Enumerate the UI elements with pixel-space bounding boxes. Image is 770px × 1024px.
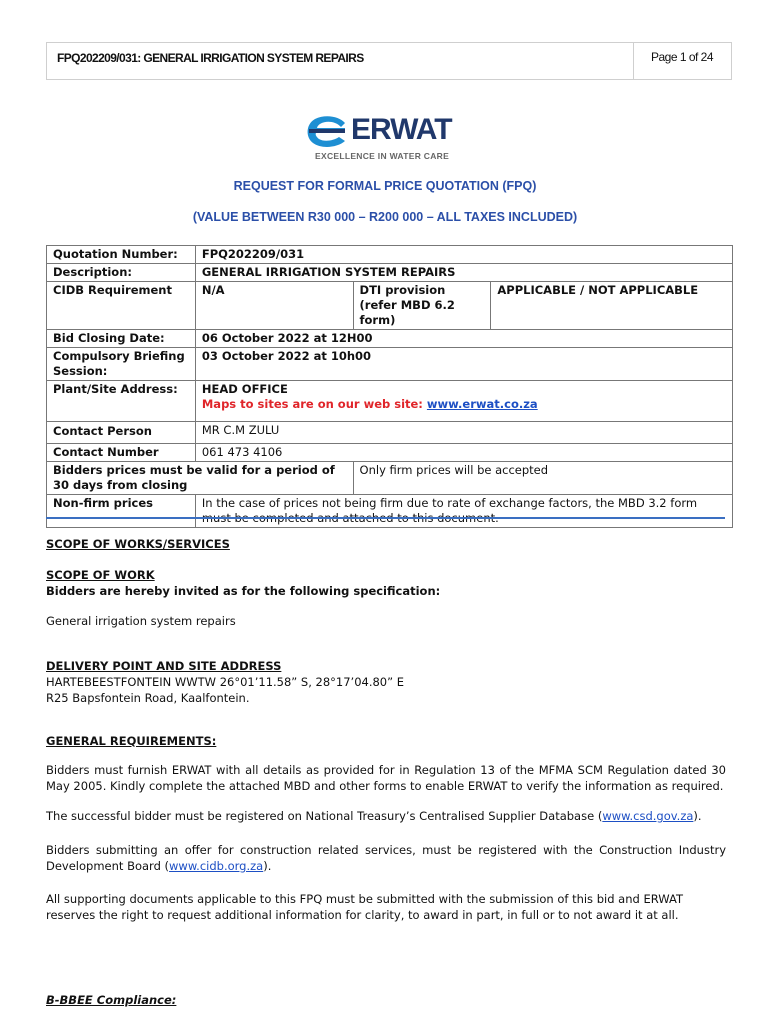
table-row [47,282,733,330]
paragraph-text: ). [263,859,272,873]
quotation-number: FPQ202209/031 [195,246,732,264]
erwat-logo [305,115,467,165]
plant-name: HEAD OFFICE [201,382,288,396]
scope-item: General irrigation system repairs [46,614,236,628]
delivery-line2: R25 Bapsfontein Road, Kaalfontein. [46,691,250,705]
contact-person-value: MR C.M ZULU [195,422,732,444]
maps-text: Maps to sites are on our web site: [201,397,427,411]
general-paragraph-4: All supporting documents applicable to this FPQ must be submitted with the submission of this bid and ERWAT reserves the right to request additional information for clarity, to award in part, in full or to not award it at all. [46,892,683,922]
quotation-info-table [46,245,733,528]
plant-label: Plant/Site Address: [47,381,196,422]
cidb-label: CIDB Requirement [47,282,196,330]
bbbee-heading: B-BBEE Compliance: [46,993,177,1007]
logo-tagline: EXCELLENCE IN WATER CARE [315,151,450,161]
validity-label: Bidders prices must be valid for a period of 30 days from closing [47,462,354,495]
erwat-website-link[interactable]: www.erwat.co.za [426,397,538,411]
paragraph-text: Bidders submitting an offer for construction related services, must be registered with the Construction Industry Development Board ( [46,843,726,873]
general-paragraph-1: Bidders must furnish ERWAT with all details as provided for in Regulation 13 of the MFMA SCM Regulation dated 30 May 2005. Kindly complete the attached MBD and other forms to enable ERWAT to verify the information as required. [46,763,726,793]
bid-closing-label: Bid Closing Date: [47,330,196,348]
table-row [47,422,733,444]
general-heading: GENERAL REQUIREMENTS: [46,734,217,748]
logo-wordmark: ERWAT [351,113,452,146]
plant-value [195,381,732,422]
scope-heading: SCOPE OF WORKS/SERVICES [46,537,230,551]
document-subtitle: (VALUE BETWEEN R30 000 – R200 000 – ALL TAXES INCLUDED) [192,210,578,224]
delivery-heading: DELIVERY POINT AND SITE ADDRESS [46,659,282,673]
page-number: Page 1 of 24 [633,43,730,79]
cidb-link[interactable]: www.cidb.org.za [169,859,264,873]
briefing-label: Compulsory Briefing Session: [47,348,196,381]
delivery-line1: HARTEBEESTFONTEIN WWTW 26°01’11.58” S, 28°17’04.80” E [46,675,404,689]
dti-value: APPLICABLE / NOT APPLICABLE [491,282,733,330]
divider [46,517,725,519]
header-reference: FPQ202209/031: GENERAL IRRIGATION SYSTEM REPAIRS [57,51,364,65]
nonfirm-value: In the case of prices not being firm due to rate of exchange factors, the MBD 3.2 form [195,495,732,528]
nonfirm-label: Non-firm prices [47,495,196,528]
contact-person-label: Contact Person [47,422,196,444]
scope-invite: Bidders are hereby invited as for the following specification: [46,584,441,598]
general-paragraph-2 [46,808,726,824]
table-row [47,495,733,528]
erwat-logo-icon [305,115,349,149]
dti-label: DTI provision (refer MBD 6.2 form) [353,282,491,330]
table-row [47,330,733,348]
scope-work-heading: SCOPE OF WORK [46,568,155,582]
briefing-value: 03 October 2022 at 10h00 [195,348,732,381]
table-row [47,264,733,282]
table-row [47,381,733,422]
table-row [47,462,733,495]
document-title: REQUEST FOR FORMAL PRICE QUOTATION (FPQ) [233,179,537,193]
table-row [47,348,733,381]
page-header [46,42,732,80]
table-row [47,246,733,264]
contact-number-value: 061 473 4106 [195,444,732,462]
validity-value: Only firm prices will be accepted [353,462,732,495]
csd-link[interactable]: www.csd.gov.za [602,809,694,823]
general-paragraph-3 [46,842,726,874]
contact-number-label: Contact Number [47,444,196,462]
paragraph-text: The successful bidder must be registered on National Treasury’s Centralised Supplier Database ( [46,809,603,823]
description-value: GENERAL IRRIGATION SYSTEM REPAIRS [195,264,732,282]
paragraph-text: ). [693,809,702,823]
description-label: Description: [47,264,196,282]
cidb-value: N/A [195,282,353,330]
quotation-number-label: Quotation Number: [47,246,196,264]
table-row [47,444,733,462]
bid-closing-value: 06 October 2022 at 12H00 [195,330,732,348]
